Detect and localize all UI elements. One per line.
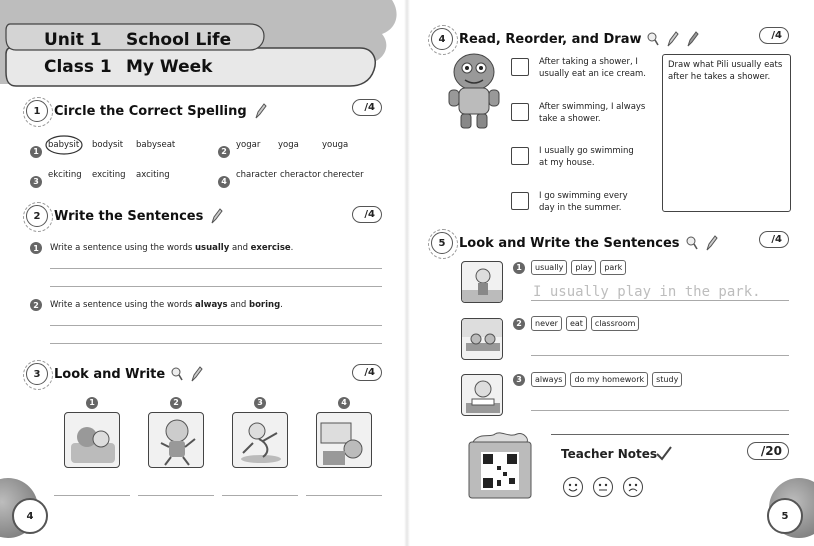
section-4-title: Read, Reorder, and Draw: [459, 31, 642, 47]
divider: [551, 434, 789, 435]
section-5-score: /4: [759, 231, 789, 248]
section-1-heading: [26, 100, 267, 122]
class-title: My Week: [126, 57, 213, 77]
s1-item-1-opt-2[interactable]: bodysit: [92, 140, 124, 150]
picture-yoga: [232, 412, 288, 468]
section-2-heading: [26, 205, 223, 227]
s2-item-1-num: 1: [30, 242, 42, 254]
word-chip: study: [652, 372, 682, 387]
sad-face-icon[interactable]: [623, 477, 643, 497]
answer-line[interactable]: [50, 343, 382, 344]
magnifier-icon: [171, 367, 183, 381]
magnifier-icon: [686, 236, 698, 250]
qr-code-box[interactable]: [465, 432, 535, 500]
section-5-title: Look and Write the Sentences: [459, 235, 680, 251]
s1-item-3-opt-3[interactable]: axciting: [136, 170, 170, 180]
teacher-score: /20: [747, 442, 789, 460]
answer-line[interactable]: [531, 410, 789, 411]
s1-item-1-opt-1[interactable]: babysit: [48, 140, 80, 150]
draw-prompt: Draw what Pili usually eats after he takes a shower.: [668, 60, 783, 82]
crayon-icon: [685, 30, 699, 48]
s5-item-2-num: 2: [513, 318, 525, 330]
s2-item-2: [30, 299, 283, 311]
answer-line[interactable]: [50, 268, 382, 269]
happy-face-icon[interactable]: [563, 477, 583, 497]
s1-item-4-opt-3[interactable]: cherecter: [323, 170, 364, 180]
reorder-box-4[interactable]: [511, 192, 529, 210]
check-pencil-icon: [655, 444, 673, 462]
answer-line[interactable]: [531, 300, 789, 301]
section-3-heading: [26, 363, 203, 385]
answer-line[interactable]: [50, 325, 382, 326]
picture-babysit: [64, 412, 120, 468]
picture-park: [461, 261, 503, 303]
answer-line[interactable]: [138, 495, 214, 496]
teacher-notes-label: Teacher Notes: [561, 447, 658, 461]
reorder-box-2[interactable]: [511, 103, 529, 121]
word-chip: play: [571, 260, 596, 275]
section-3-title: Look and Write: [54, 366, 166, 382]
s1-item-1: [30, 139, 42, 158]
s1-item-4: [218, 169, 230, 188]
s2-item-1-prompt: Write a sentence using the words usually and exercise.: [50, 243, 294, 253]
word-chip: usually: [531, 260, 567, 275]
s1-item-2-opt-3[interactable]: youga: [322, 140, 349, 150]
unit-label: Unit 1: [44, 30, 102, 50]
s5-item-1-words: [513, 260, 630, 275]
s1-item-3-opt-1[interactable]: ekciting: [48, 170, 82, 180]
section-4-score: /4: [759, 27, 789, 44]
section-3-badge: 3: [26, 363, 48, 385]
s1-item-4-opt-2[interactable]: cheractor: [280, 170, 321, 180]
pic-3-num: 3: [254, 390, 266, 409]
pencil-icon: [253, 102, 267, 120]
word-chip: classroom: [591, 316, 640, 331]
circle-mark: [44, 134, 84, 156]
neutral-face-icon[interactable]: [593, 477, 613, 497]
s5-item-3-num: 3: [513, 374, 525, 386]
word-chip: eat: [566, 316, 587, 331]
pencil-icon: [189, 365, 203, 383]
pic-4-num: 4: [338, 390, 350, 409]
pencil-icon: [209, 207, 223, 225]
answer-line[interactable]: [50, 286, 382, 287]
section-2-score: /4: [352, 206, 382, 223]
section-1-badge: 1: [26, 100, 48, 122]
s1-item-4-opt-1[interactable]: character: [236, 170, 277, 180]
pencil-icon: [665, 30, 679, 48]
picture-classroom: [461, 318, 503, 360]
s1-item-2-num: 2: [218, 146, 230, 158]
s5-item-2-words: [513, 316, 643, 331]
section-4-badge: 4: [431, 28, 453, 50]
section-1-score: /4: [352, 99, 382, 116]
section-5-badge: 5: [431, 232, 453, 254]
s5-item-3-words: [513, 372, 686, 387]
reorder-box-1[interactable]: [511, 58, 529, 76]
s1-item-3-num: 3: [30, 176, 42, 188]
magnifier-icon: [647, 32, 659, 46]
reorder-option-4: I go swimming every day in the summer.: [539, 191, 628, 213]
pic-1-num: 1: [86, 390, 98, 409]
word-chip: always: [531, 372, 566, 387]
reorder-option-1: After taking a shower, I usually eat an ice cream.: [539, 57, 647, 79]
section-2-title: Write the Sentences: [54, 208, 204, 224]
s1-item-1-num: 1: [30, 146, 42, 158]
answer-line[interactable]: [531, 355, 789, 356]
page-number-left: 4: [12, 498, 48, 534]
section-5-heading: [431, 232, 718, 254]
s1-item-3: [30, 169, 42, 188]
s1-item-3-opt-2[interactable]: exciting: [92, 170, 126, 180]
reorder-option-3: I usually go swimming at my house.: [539, 146, 634, 168]
s1-item-1-opt-3[interactable]: babyseat: [136, 140, 176, 150]
s1-item-2: [218, 139, 230, 158]
section-1-title: Circle the Correct Spelling: [54, 103, 247, 119]
section-2-badge: 2: [26, 205, 48, 227]
word-chip: park: [600, 260, 626, 275]
s5-item-1-num: 1: [513, 262, 525, 274]
right-page: [407, 0, 814, 546]
drawing-box[interactable]: [662, 54, 791, 212]
answer-line[interactable]: [222, 495, 298, 496]
s1-item-2-opt-1[interactable]: yogar: [236, 140, 261, 150]
pili-character-image: [443, 52, 505, 130]
picture-exercise: [148, 412, 204, 468]
section-4-heading: [431, 28, 699, 50]
word-chip: do my homework: [570, 372, 648, 387]
reorder-option-2: After swimming, I always take a shower.: [539, 102, 646, 124]
answer-line[interactable]: [306, 495, 382, 496]
answer-line[interactable]: [54, 495, 130, 496]
reorder-box-3[interactable]: [511, 147, 529, 165]
picture-homework: [461, 374, 503, 416]
s1-item-4-num: 4: [218, 176, 230, 188]
s2-item-2-prompt: Write a sentence using the words always and boring.: [50, 300, 283, 310]
page-number-right: 5: [767, 498, 803, 534]
section-3-score: /4: [352, 364, 382, 381]
s1-item-2-opt-2[interactable]: yoga: [278, 140, 299, 150]
s2-item-2-num: 2: [30, 299, 42, 311]
unit-title: School Life: [126, 30, 232, 50]
pic-2-num: 2: [170, 390, 182, 409]
picture-character: [316, 412, 372, 468]
pencil-icon: [704, 234, 718, 252]
class-label: Class 1: [44, 57, 112, 77]
word-chip: never: [531, 316, 562, 331]
example-answer: I usually play in the park.: [533, 284, 761, 300]
s2-item-1: [30, 242, 293, 254]
